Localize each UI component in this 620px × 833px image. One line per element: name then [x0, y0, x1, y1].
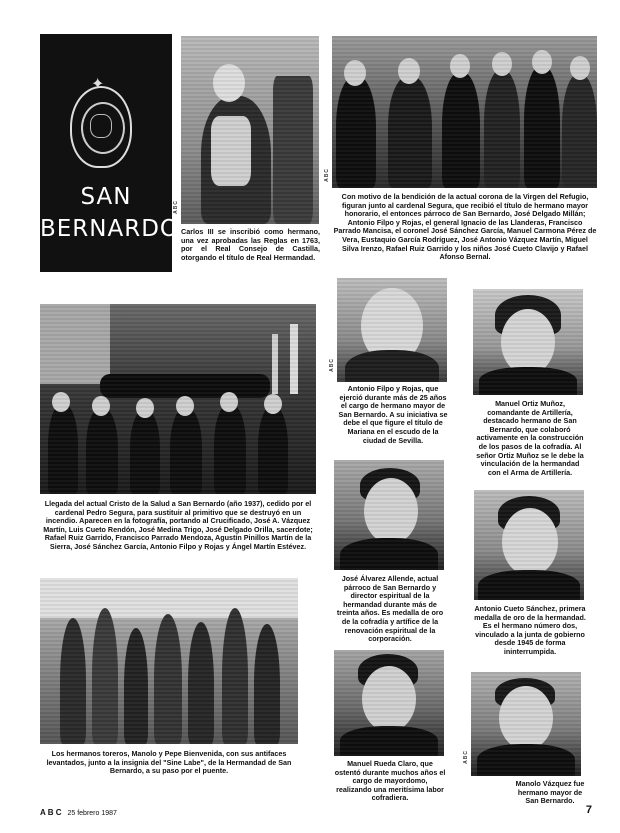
photo-manuel-ortiz [473, 289, 583, 395]
photo-antonio-cueto [474, 490, 584, 600]
photo-manuel-rueda [334, 650, 444, 756]
caption-carlos-iii: Carlos III se inscribió como hermano, una vez aprobadas las Reglas en 1763, por el Real Consejo de Castilla, otorgando el título de Real Hermandad. [181, 227, 320, 262]
caption-toreros: Los hermanos toreros, Manolo y Pepe Bienvenida, con sus antifaces levantados, junto a la insignia del "Sine Labe", de la Hermandad de San Bernardo, a su paso por el puente. [46, 749, 292, 776]
caption-manolo-vazquez: Manolo Vázquez fue hermano mayor de San Bernardo. [515, 779, 585, 806]
title-line-1: SAN [80, 184, 132, 210]
footer-source-label: A B C [40, 808, 62, 817]
title-line-2: BERNARDO [40, 216, 180, 242]
abc-mark: ABC [173, 200, 179, 214]
page-number: 7 [585, 804, 592, 816]
caption-jose-alvarez: José Álvarez Allende, actual párroco de San Bernardo y director espiritual de la hermandad durante más de treinta años. Es medalla de oro de la cofradía y artífice de la renovación espiritual de la corporación. [336, 574, 444, 644]
caption-bendicion: Con motivo de la bendición de la actual corona de la Virgen del Refugio, figuran junto al cardenal Segura, que recibió el título de hermano mayor honorario, el entonces párroco de San Bernardo, José Delgado Millán; Antonio Filpo y Rojas, el general Ignacio de las Llanderas, Francisco Parrado Mancisa, el coronel José Sánchez García, Manuel Carmona Pérez de Vera, Eustaquio García Rodríguez, José Antonio Vázquez Martín, Miguel Silva Irenzo, Rafael Ruiz Garrido y los niños José Cueto Clavijo y Rafael Afonso Bernal. [333, 192, 597, 262]
photo-bendicion-group [332, 36, 597, 188]
photo-jose-alvarez [334, 460, 444, 570]
photo-manolo-vazquez [471, 672, 581, 776]
photo-cristo-salud [40, 304, 316, 494]
abc-mark: ABC [329, 358, 335, 372]
abc-mark: ABC [324, 168, 330, 182]
footer-date: 25 febrero 1987 [67, 810, 117, 817]
caption-manuel-ortiz: Manuel Ortiz Muñoz, comandante de Artillería, destacado hermano de San Bernardo, que colaboró activamente en la construcción de los pasos de la cofradía. Al señor Ortiz Muñoz se le debe la vinculación de la hermandad con el Arma de Artillería. [476, 399, 584, 477]
brotherhood-emblem-icon [70, 86, 132, 168]
caption-cristo-salud: Llegada del actual Cristo de la Salud a San Bernardo (año 1937), cedido por el cardenal Pedro Segura, para sustituir al primitivo que se destruyó en un incendio. Aparecen en la fotografía, portando al Crucificado, José A. Vázquez Martín, Luis Cueto Rendón, José Medina Trigo, José Delgado Orilla, sacerdote; Rafael Ruiz Garrido, Francisco Parrado Mendoza, Agustín Pinillos Martín de la Sierra, José Sánchez García, Antonio Filpo y Rojas y Ángel Martín Estévez. [43, 499, 313, 551]
caption-manuel-rueda: Manuel Rueda Claro, que ostentó durante muchos años el cargo de mayordomo, realizando una meritísima labor cofradiera. [334, 759, 446, 803]
photo-antonio-filpo [337, 278, 447, 382]
abc-mark: ABC [463, 750, 469, 764]
footer-source [40, 808, 117, 817]
caption-antonio-filpo: Antonio Filpo y Rojas, que ejerció durante más de 25 años el cargo de hermano mayor de San Bernardo. A su iniciativa se debe el que figure el título de Mariana en el escudo de la ciudad de Sevilla. [338, 384, 448, 445]
photo-carlos-iii [181, 36, 319, 224]
photo-toreros-procession [40, 578, 298, 744]
caption-antonio-cueto: Antonio Cueto Sánchez, primera medalla de oro de la hermandad. Es el hermano número dos, vinculado a la junta de gobierno desde 1945 de forma ininterrumpida. [474, 604, 586, 656]
